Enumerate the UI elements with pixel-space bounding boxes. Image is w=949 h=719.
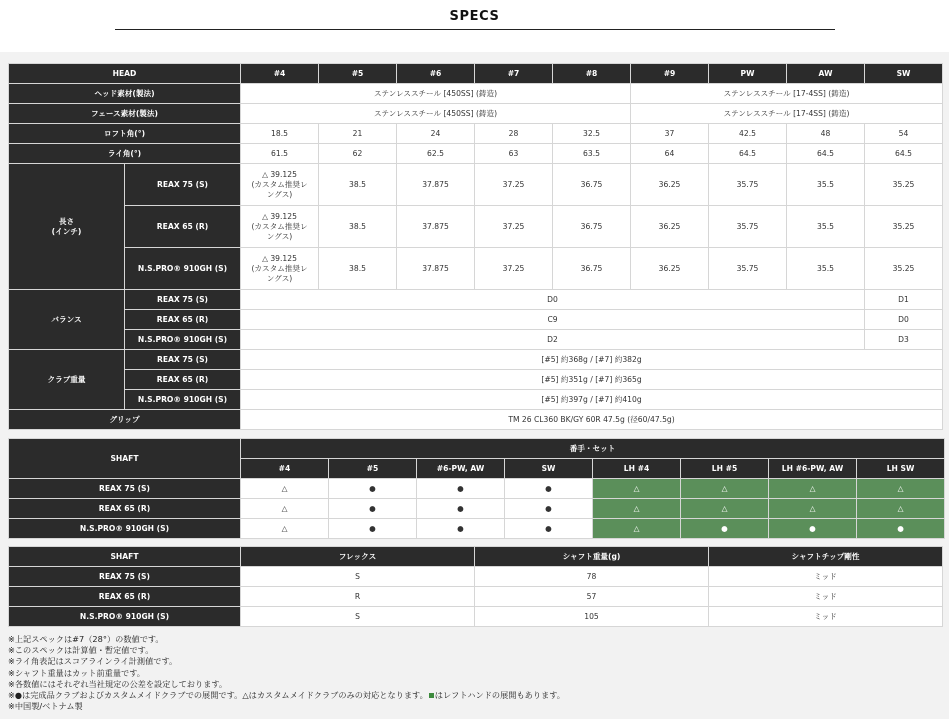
length-custom-note: (カスタム推奨レ: [251, 221, 308, 231]
footnote-text: はレフトハンドの展開もあります。: [434, 690, 565, 701]
table-cell: 38.5: [319, 206, 397, 248]
length-label-line: 長さ: [58, 216, 75, 226]
head-material-row: [9, 84, 943, 104]
weight-row: [9, 390, 943, 410]
table-cell: ミッド: [709, 587, 943, 607]
footnote: ※ライ角表記はスコアラインライ計測値です。: [8, 656, 178, 667]
balance-label: バランス: [9, 290, 125, 350]
table-row: [9, 479, 945, 499]
lefthand-cell: △: [857, 499, 945, 519]
table-cell: D3: [865, 330, 943, 350]
table-cell: 32.5: [553, 124, 631, 144]
table-cell: 36.25: [631, 248, 709, 290]
table-cell: 36.75: [553, 164, 631, 206]
table-cell: S: [241, 607, 475, 627]
table-cell: 35.5: [787, 248, 865, 290]
footnote: ※このスペックは計算値・暫定値です。: [8, 645, 154, 656]
table-cell: 62: [319, 144, 397, 164]
weight-label: クラブ重量: [9, 350, 125, 410]
table-cell: 37.25: [475, 206, 553, 248]
table-cell: 38.5: [319, 248, 397, 290]
length-row: [9, 164, 943, 206]
face-material-row: [9, 104, 943, 124]
table-cell: 35.5: [787, 164, 865, 206]
footnote: ※シャフト重量はカット前重量です。: [8, 667, 145, 678]
footnote: ※各数値にはそれぞれ当社規定の公差を設定しております。: [8, 678, 228, 689]
col-header: #9: [631, 64, 709, 84]
table-cell: [#5] 約397g / [#7] 約410g: [241, 390, 943, 410]
lefthand-cell: △: [593, 519, 681, 539]
col-header: SW: [505, 459, 593, 479]
table-cell: ●: [505, 499, 593, 519]
table-cell: 21: [319, 124, 397, 144]
grip-row: [9, 410, 943, 430]
table-cell: 36.25: [631, 164, 709, 206]
lie-row: [9, 144, 943, 164]
shaft-label: REAX 75 (S): [9, 479, 241, 499]
length-row: [9, 206, 943, 248]
table-cell: 35.5: [787, 206, 865, 248]
table-cell: 105: [475, 607, 709, 627]
table-row: [9, 499, 945, 519]
table-cell: ●: [417, 519, 505, 539]
table-cell: 48: [787, 124, 865, 144]
table-cell: D1: [865, 290, 943, 310]
table-cell: △: [241, 519, 329, 539]
row-label: フェース素材(製法): [9, 104, 241, 124]
shaft-label: REAX 65 (R): [9, 587, 241, 607]
col-header: LH SW: [857, 459, 945, 479]
length-label-unit: (インチ): [51, 226, 82, 236]
spec-header-row: [9, 64, 943, 84]
table-cell: 36.75: [553, 206, 631, 248]
col-header: フレックス: [241, 547, 475, 567]
table-cell: ステンレススチール [17-4SS] (鋳造): [631, 104, 943, 124]
lefthand-cell: △: [593, 499, 681, 519]
table-cell: D2: [241, 330, 865, 350]
table-cell: ミッド: [709, 567, 943, 587]
table-cell: ステンレススチール [450SS] (鋳造): [241, 84, 631, 104]
shaft-label: REAX 65 (R): [125, 370, 241, 390]
table-cell: TM 26 CL360 BK/GY 60R 47.5g (径60/47.5g): [241, 410, 943, 430]
length-custom-value: △ 39.125: [262, 211, 297, 221]
lefthand-cell: ●: [857, 519, 945, 539]
table-cell: ●: [505, 479, 593, 499]
table-cell: 54: [865, 124, 943, 144]
table-cell: [241, 206, 319, 248]
group-header: 番手・セット: [241, 439, 945, 459]
footnotes: [8, 634, 565, 712]
col-header: SHAFT: [9, 547, 241, 567]
table-cell: △: [241, 479, 329, 499]
col-header: シャフト重量(g): [475, 547, 709, 567]
length-label: [9, 164, 125, 290]
table-cell: △: [241, 499, 329, 519]
row-label: ロフト角(°): [9, 124, 241, 144]
table-cell: 37.875: [397, 206, 475, 248]
weight-row: [9, 350, 943, 370]
shaft-label: REAX 65 (R): [9, 499, 241, 519]
table-cell: 57: [475, 587, 709, 607]
shaft-label: REAX 65 (R): [125, 206, 241, 248]
table-cell: ●: [417, 479, 505, 499]
balance-row: [9, 310, 943, 330]
loft-row: [9, 124, 943, 144]
col-header: #7: [475, 64, 553, 84]
table-cell: [241, 164, 319, 206]
row-label: ヘッド素材(製法): [9, 84, 241, 104]
table-cell: 78: [475, 567, 709, 587]
lefthand-cell: △: [593, 479, 681, 499]
length-custom-note: (カスタム推奨レ: [251, 179, 308, 189]
table-cell: ミッド: [709, 607, 943, 627]
col-header: #5: [329, 459, 417, 479]
table-cell: S: [241, 567, 475, 587]
page-title: SPECS: [449, 9, 500, 24]
col-header: SW: [865, 64, 943, 84]
table-cell: 35.25: [865, 248, 943, 290]
table-cell: R: [241, 587, 475, 607]
table-cell: ステンレススチール [450SS] (鋳造): [241, 104, 631, 124]
table-cell: 36.25: [631, 206, 709, 248]
shaft-label: REAX 65 (R): [125, 310, 241, 330]
lefthand-cell: △: [857, 479, 945, 499]
sets-table: [8, 438, 945, 539]
table-cell: 35.75: [709, 248, 787, 290]
shaft-label: N.S.PRO® 910GH (S): [9, 607, 241, 627]
col-header: #6-PW, AW: [417, 459, 505, 479]
weight-row: [9, 370, 943, 390]
shaft-label: REAX 75 (S): [125, 290, 241, 310]
col-header: #6: [397, 64, 475, 84]
table-cell: 61.5: [241, 144, 319, 164]
length-custom-value: △ 39.125: [262, 169, 297, 179]
col-header: AW: [787, 64, 865, 84]
table-cell: ●: [417, 499, 505, 519]
table-cell: 64.5: [865, 144, 943, 164]
lefthand-cell: △: [681, 499, 769, 519]
footnote: ※上記スペックは#7（28°）の数値です。: [8, 634, 164, 644]
lefthand-cell: △: [681, 479, 769, 499]
table-cell: ●: [329, 519, 417, 539]
row-label: グリップ: [9, 410, 241, 430]
shaft-label: N.S.PRO® 910GH (S): [125, 330, 241, 350]
lefthand-cell: △: [769, 499, 857, 519]
col-header: #5: [319, 64, 397, 84]
table-cell: D0: [865, 310, 943, 330]
length-row: [9, 248, 943, 290]
table-cell: 62.5: [397, 144, 475, 164]
length-custom-note: ングス): [266, 189, 293, 199]
shaft-header: SHAFT: [9, 439, 241, 479]
col-header: LH #6-PW, AW: [769, 459, 857, 479]
shaft-label: REAX 75 (S): [125, 350, 241, 370]
table-cell: 35.75: [709, 164, 787, 206]
spec-table: [8, 63, 943, 430]
table-cell: ●: [329, 499, 417, 519]
table-cell: [#5] 約368g / [#7] 約382g: [241, 350, 943, 370]
page-header: [0, 0, 949, 52]
shaft-label: N.S.PRO® 910GH (S): [125, 390, 241, 410]
lefthand-cell: △: [769, 479, 857, 499]
footnote: [8, 690, 565, 701]
table-cell: 63: [475, 144, 553, 164]
table-cell: 18.5: [241, 124, 319, 144]
shaft-label: N.S.PRO® 910GH (S): [9, 519, 241, 539]
table-cell: 37.25: [475, 248, 553, 290]
length-custom-note: ングス): [266, 231, 293, 241]
table-cell: 64: [631, 144, 709, 164]
title-underline: [115, 29, 835, 30]
col-header: LH #4: [593, 459, 681, 479]
table-cell: 63.5: [553, 144, 631, 164]
row-label: ライ角(°): [9, 144, 241, 164]
table-cell: 35.25: [865, 164, 943, 206]
balance-row: [9, 330, 943, 350]
shaft-label: N.S.PRO® 910GH (S): [125, 248, 241, 290]
table-cell: 37.875: [397, 164, 475, 206]
table-cell: 35.75: [709, 206, 787, 248]
length-custom-value: △ 39.125: [262, 253, 297, 263]
footnote-text: ※●は完成品クラブおよびカスタムメイドクラブでの展開です。△はカスタムメイドクラブのみの対応となります。: [8, 690, 428, 701]
table-cell: [#5] 約351g / [#7] 約365g: [241, 370, 943, 390]
shaft-header-row: [9, 547, 943, 567]
table-cell: ●: [505, 519, 593, 539]
lefthand-cell: ●: [681, 519, 769, 539]
table-cell: 42.5: [709, 124, 787, 144]
col-header: シャフトチップ剛性: [709, 547, 943, 567]
table-cell: ●: [329, 479, 417, 499]
table-cell: 37.875: [397, 248, 475, 290]
lefthand-cell: ●: [769, 519, 857, 539]
shaft-label: REAX 75 (S): [125, 164, 241, 206]
table-row: [9, 607, 943, 627]
table-row: [9, 567, 943, 587]
table-cell: 35.25: [865, 206, 943, 248]
green-square-icon: [429, 693, 434, 698]
length-custom-note: (カスタム推奨レ: [251, 263, 308, 273]
table-cell: [241, 248, 319, 290]
table-cell: 37: [631, 124, 709, 144]
balance-row: [9, 290, 943, 310]
table-cell: D0: [241, 290, 865, 310]
col-header: #4: [241, 459, 329, 479]
table-cell: ステンレススチール [17-4SS] (鋳造): [631, 84, 943, 104]
shaft-table: [8, 546, 943, 627]
footnote: ※中国製/ベトナム製: [8, 701, 83, 712]
length-custom-note: ングス): [266, 273, 293, 283]
shaft-label: REAX 75 (S): [9, 567, 241, 587]
col-header: #4: [241, 64, 319, 84]
col-header: #8: [553, 64, 631, 84]
table-cell: 36.75: [553, 248, 631, 290]
sets-group-row: [9, 439, 945, 459]
table-row: [9, 519, 945, 539]
table-cell: C9: [241, 310, 865, 330]
table-cell: 64.5: [787, 144, 865, 164]
table-cell: 24: [397, 124, 475, 144]
table-cell: 64.5: [709, 144, 787, 164]
table-row: [9, 587, 943, 607]
table-cell: 38.5: [319, 164, 397, 206]
head-label: HEAD: [9, 64, 241, 84]
col-header: PW: [709, 64, 787, 84]
table-cell: 28: [475, 124, 553, 144]
table-cell: 37.25: [475, 164, 553, 206]
col-header: LH #5: [681, 459, 769, 479]
